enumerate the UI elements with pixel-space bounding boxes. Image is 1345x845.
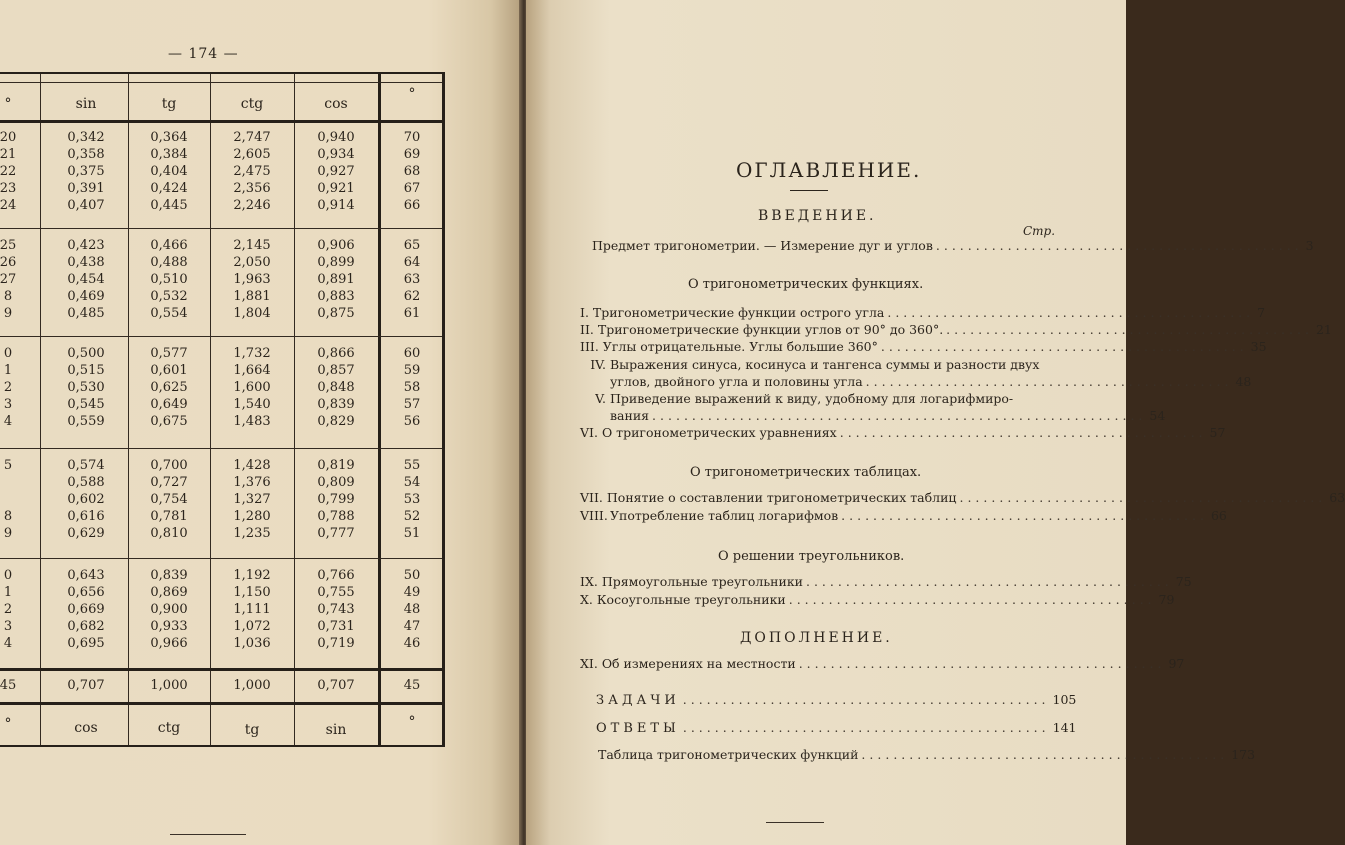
footer-ctg: ctg bbox=[157, 720, 181, 736]
header-cos: cos bbox=[324, 96, 348, 112]
cell-cos: 0,875 bbox=[317, 306, 355, 321]
toc-entry bbox=[610, 374, 1252, 389]
cell-degree-complement: 67 bbox=[403, 181, 421, 196]
cell-degree: 2 bbox=[3, 602, 13, 617]
toc-entry-text: Тригонометрические функции углов от 90° до 360°. bbox=[597, 322, 944, 337]
cell-degree-complement: 64 bbox=[403, 255, 421, 270]
cell-sin: 0,707 bbox=[67, 678, 105, 693]
cell-sin: 0,629 bbox=[67, 526, 105, 541]
toc-entry bbox=[596, 720, 1077, 736]
cell-degree: 9 bbox=[3, 526, 13, 541]
toc-entry-text: Прямоугольные треугольники bbox=[601, 574, 803, 589]
cell-cos: 0,731 bbox=[317, 619, 355, 634]
toc-entry bbox=[580, 490, 1345, 505]
toc-title: ОГЛАВЛЕНИЕ. bbox=[736, 158, 922, 182]
cell-degree-complement: 66 bbox=[403, 198, 421, 213]
section-tables: О тригонометрических таблицах. bbox=[690, 465, 922, 480]
cell-degree-complement: 49 bbox=[403, 585, 421, 600]
cell-degree: 25 bbox=[0, 238, 17, 253]
cell-degree-complement: 48 bbox=[403, 602, 421, 617]
cell-tg: 0,532 bbox=[150, 289, 188, 304]
cell-degree-complement: 63 bbox=[403, 272, 421, 287]
cell-tg: 0,700 bbox=[150, 458, 188, 473]
cell-sin: 0,358 bbox=[67, 147, 105, 162]
cell-degree-complement: 60 bbox=[403, 346, 421, 361]
toc-entry-page: 57 bbox=[1209, 425, 1226, 440]
leader-dots: .............................................. bbox=[959, 490, 1327, 505]
left-page bbox=[0, 0, 522, 845]
cell-tg: 0,781 bbox=[150, 509, 188, 524]
row-divider bbox=[0, 336, 442, 337]
cell-cos: 0,899 bbox=[317, 255, 355, 270]
section-functions: О тригонометрических функциях. bbox=[688, 277, 924, 292]
toc-entry-page: 79 bbox=[1158, 592, 1175, 607]
cell-tg: 0,424 bbox=[150, 181, 188, 196]
toc-entry-page: 66 bbox=[1210, 508, 1227, 523]
cell-cos: 0,940 bbox=[317, 130, 355, 145]
cell-sin: 0,545 bbox=[67, 397, 105, 412]
toc-entry-text: Тригонометрические функции острого угла bbox=[592, 305, 885, 320]
cell-cos: 0,934 bbox=[317, 147, 355, 162]
cell-ctg: 2,050 bbox=[233, 255, 271, 270]
toc-entry-page: 35 bbox=[1250, 339, 1267, 354]
toc-entry-page: 3 bbox=[1305, 238, 1314, 253]
cell-degree: 2 bbox=[3, 380, 13, 395]
cell-degree-complement: 51 bbox=[403, 526, 421, 541]
cell-degree: 27 bbox=[0, 272, 17, 287]
cell-sin: 0,423 bbox=[67, 238, 105, 253]
column-divider bbox=[40, 74, 41, 745]
cell-cos: 0,707 bbox=[317, 678, 355, 693]
cell-cos: 0,848 bbox=[317, 380, 355, 395]
cell-tg: 0,601 bbox=[150, 363, 188, 378]
toc-entry-text: Таблица тригонометрических функций bbox=[598, 747, 859, 762]
leader-dots: .............................................. bbox=[935, 238, 1303, 253]
toc-entry bbox=[580, 656, 1185, 671]
toc-entry bbox=[610, 408, 1166, 423]
cell-ctg: 1,428 bbox=[233, 458, 271, 473]
column-divider-thick bbox=[378, 74, 381, 745]
toc-entry-text: Понятие о составлении тригонометрических таблиц bbox=[606, 490, 957, 505]
cell-ctg: 1,280 bbox=[233, 509, 271, 524]
toc-entry bbox=[580, 508, 1227, 523]
toc-entry bbox=[580, 339, 1267, 354]
cell-tg: 0,445 bbox=[150, 198, 188, 213]
toc-entry bbox=[580, 574, 1192, 589]
toc-entry-number: VI. bbox=[580, 425, 598, 440]
header-degree: ° bbox=[4, 96, 12, 112]
cell-degree: 9 bbox=[3, 306, 13, 321]
cell-sin: 0,485 bbox=[67, 306, 105, 321]
leader-dots: .............................................. bbox=[946, 322, 1313, 337]
toc-entry-page: 21 bbox=[1315, 322, 1332, 337]
cell-cos: 0,857 bbox=[317, 363, 355, 378]
toc-entry bbox=[580, 305, 1266, 320]
toc-entry bbox=[580, 391, 1054, 406]
cell-tg: 1,000 bbox=[150, 678, 188, 693]
cell-sin: 0,530 bbox=[67, 380, 105, 395]
section-intro: ВВЕДЕНИЕ. bbox=[758, 208, 877, 224]
cell-degree: 22 bbox=[0, 164, 17, 179]
cell-tg: 0,488 bbox=[150, 255, 188, 270]
toc-entry-number: VII. bbox=[580, 490, 603, 505]
cell-tg: 0,966 bbox=[150, 636, 188, 651]
cell-cos: 0,891 bbox=[317, 272, 355, 287]
cell-sin: 0,656 bbox=[67, 585, 105, 600]
toc-entry-number: IX. bbox=[580, 574, 598, 589]
cell-sin: 0,391 bbox=[67, 181, 105, 196]
toc-entry-text: Предмет тригонометрии. — Измерение дуг и углов bbox=[592, 238, 933, 253]
row-divider-thick bbox=[0, 120, 442, 123]
cell-degree-complement: 59 bbox=[403, 363, 421, 378]
toc-entry-number: IV. bbox=[590, 357, 606, 372]
leader-dots: .............................................. bbox=[798, 656, 1166, 671]
cell-ctg: 1,235 bbox=[233, 526, 271, 541]
leader-dots: .............................................. bbox=[865, 374, 1233, 389]
toc-entry-text: ЗАДАЧИ bbox=[596, 693, 680, 708]
cell-cos: 0,883 bbox=[317, 289, 355, 304]
cell-cos: 0,829 bbox=[317, 414, 355, 429]
column-divider bbox=[210, 74, 211, 745]
bottom-rule bbox=[766, 822, 824, 823]
toc-entry bbox=[596, 692, 1077, 708]
toc-entry-text: О тригонометрических уравнениях bbox=[601, 425, 837, 440]
cell-ctg: 1,732 bbox=[233, 346, 271, 361]
cell-degree: 24 bbox=[0, 198, 17, 213]
cell-degree: 45 bbox=[0, 678, 17, 693]
cell-cos: 0,788 bbox=[317, 509, 355, 524]
cell-degree: 26 bbox=[0, 255, 17, 270]
toc-entry-text: ОТВЕТЫ bbox=[596, 721, 680, 736]
toc-entry-text: Углы отрицательные. Углы большие 360° bbox=[602, 339, 878, 354]
cell-ctg: 1,000 bbox=[233, 678, 271, 693]
cell-sin: 0,375 bbox=[67, 164, 105, 179]
row-divider-thick bbox=[0, 668, 442, 671]
column-divider bbox=[128, 74, 129, 745]
cell-sin: 0,454 bbox=[67, 272, 105, 287]
toc-entry-number: III. bbox=[580, 339, 599, 354]
cell-degree-complement: 61 bbox=[403, 306, 421, 321]
cell-degree-complement: 55 bbox=[403, 458, 421, 473]
toc-entry bbox=[598, 747, 1256, 762]
cell-tg: 0,754 bbox=[150, 492, 188, 507]
leader-dots: .............................................................. bbox=[652, 408, 1147, 423]
toc-entry-number: VIII. bbox=[580, 508, 608, 523]
toc-entry-page: 63 bbox=[1329, 490, 1345, 505]
toc-entry bbox=[580, 322, 1332, 337]
cell-degree-complement: 45 bbox=[403, 678, 421, 693]
cell-tg: 0,404 bbox=[150, 164, 188, 179]
cell-degree-complement: 46 bbox=[403, 636, 421, 651]
cell-degree-complement: 54 bbox=[403, 475, 421, 490]
cell-sin: 0,669 bbox=[67, 602, 105, 617]
cell-ctg: 1,072 bbox=[233, 619, 271, 634]
header-ctg: ctg bbox=[240, 96, 264, 112]
cell-sin: 0,616 bbox=[67, 509, 105, 524]
toc-entry-number: V. bbox=[595, 391, 606, 406]
cell-degree-complement: 50 bbox=[403, 568, 421, 583]
cell-ctg: 2,605 bbox=[233, 147, 271, 162]
cell-degree: 3 bbox=[3, 397, 13, 412]
cell-cos: 0,906 bbox=[317, 238, 355, 253]
cell-cos: 0,809 bbox=[317, 475, 355, 490]
row-divider-thick bbox=[0, 702, 442, 705]
cell-tg: 0,675 bbox=[150, 414, 188, 429]
toc-entry bbox=[592, 238, 1314, 253]
cell-degree: 8 bbox=[3, 509, 13, 524]
cell-degree-complement: 52 bbox=[403, 509, 421, 524]
toc-entry-text: Приведение выражений к виду, удобному для логарифмиро- bbox=[610, 391, 1014, 406]
cell-sin: 0,559 bbox=[67, 414, 105, 429]
cell-sin: 0,682 bbox=[67, 619, 105, 634]
toc-entry-number: X. bbox=[580, 592, 593, 607]
cell-tg: 0,933 bbox=[150, 619, 188, 634]
cell-tg: 0,466 bbox=[150, 238, 188, 253]
cell-ctg: 1,111 bbox=[233, 602, 271, 617]
cell-sin: 0,342 bbox=[67, 130, 105, 145]
cell-degree-complement: 47 bbox=[403, 619, 421, 634]
cell-tg: 0,649 bbox=[150, 397, 188, 412]
cell-ctg: 1,804 bbox=[233, 306, 271, 321]
leader-dots: .............................................. bbox=[887, 305, 1255, 320]
cell-tg: 0,364 bbox=[150, 130, 188, 145]
cell-degree: 5 bbox=[3, 458, 13, 473]
cell-degree: 8 bbox=[3, 289, 13, 304]
cell-degree-complement: 69 bbox=[403, 147, 421, 162]
toc-entry-page: 105 bbox=[1052, 692, 1077, 707]
cell-sin: 0,574 bbox=[67, 458, 105, 473]
cell-tg: 0,727 bbox=[150, 475, 188, 490]
cell-degree-complement: 62 bbox=[403, 289, 421, 304]
toc-entry bbox=[580, 425, 1226, 440]
section-appendix: ДОПОЛНЕНИЕ. bbox=[740, 630, 893, 646]
cell-tg: 0,554 bbox=[150, 306, 188, 321]
cell-ctg: 1,192 bbox=[233, 568, 271, 583]
right-page bbox=[526, 0, 1345, 845]
cell-ctg: 1,150 bbox=[233, 585, 271, 600]
cell-cos: 0,921 bbox=[317, 181, 355, 196]
cell-degree-complement: 53 bbox=[403, 492, 421, 507]
toc-entry-page: 75 bbox=[1175, 574, 1192, 589]
toc-entry-page: 97 bbox=[1168, 656, 1185, 671]
cell-tg: 0,384 bbox=[150, 147, 188, 162]
cell-ctg: 1,664 bbox=[233, 363, 271, 378]
row-divider bbox=[0, 558, 442, 559]
header-sin: sin bbox=[75, 96, 97, 112]
toc-entry-page: 173 bbox=[1231, 747, 1256, 762]
cell-ctg: 2,475 bbox=[233, 164, 271, 179]
cell-degree: 21 bbox=[0, 147, 17, 162]
toc-entry-text: Косоугольные треугольники bbox=[596, 592, 786, 607]
toc-entry bbox=[580, 357, 1054, 372]
cell-sin: 0,469 bbox=[67, 289, 105, 304]
cell-tg: 0,869 bbox=[150, 585, 188, 600]
toc-entry-number: I. bbox=[580, 305, 589, 320]
header-tg: tg bbox=[161, 96, 177, 112]
cell-degree-complement: 57 bbox=[403, 397, 421, 412]
leader-dots: .............................................. bbox=[788, 592, 1156, 607]
cell-degree-complement: 58 bbox=[403, 380, 421, 395]
leader-dots: .............................................. bbox=[805, 574, 1173, 589]
cell-degree-complement: 65 bbox=[403, 238, 421, 253]
cell-ctg: 1,540 bbox=[233, 397, 271, 412]
leader-dots: .............................................. bbox=[841, 508, 1208, 523]
cell-degree-complement: 56 bbox=[403, 414, 421, 429]
cell-tg: 0,510 bbox=[150, 272, 188, 287]
toc-entry-text: Выражения синуса, косинуса и тангенса суммы и разности двух bbox=[610, 357, 1040, 372]
cell-cos: 0,914 bbox=[317, 198, 355, 213]
header-degree: ° bbox=[408, 86, 416, 102]
cell-ctg: 2,747 bbox=[233, 130, 271, 145]
cell-cos: 0,766 bbox=[317, 568, 355, 583]
leader-dots: .............................................. bbox=[839, 425, 1207, 440]
title-rule bbox=[790, 190, 828, 191]
cell-ctg: 1,036 bbox=[233, 636, 271, 651]
cell-degree: 0 bbox=[3, 346, 13, 361]
cell-cos: 0,839 bbox=[317, 397, 355, 412]
cell-sin: 0,407 bbox=[67, 198, 105, 213]
cell-ctg: 1,600 bbox=[233, 380, 271, 395]
cell-tg: 0,839 bbox=[150, 568, 188, 583]
toc-entry-number: XI. bbox=[580, 656, 598, 671]
footer-sin: sin bbox=[325, 722, 347, 738]
cell-tg: 0,900 bbox=[150, 602, 188, 617]
row-divider bbox=[0, 228, 442, 229]
toc-entry-page: 141 bbox=[1052, 720, 1077, 735]
cell-degree-complement: 68 bbox=[403, 164, 421, 179]
cell-ctg: 1,376 bbox=[233, 475, 271, 490]
cell-cos: 0,743 bbox=[317, 602, 355, 617]
cell-tg: 0,810 bbox=[150, 526, 188, 541]
cell-cos: 0,777 bbox=[317, 526, 355, 541]
page-number: — 174 — bbox=[168, 46, 239, 62]
cell-degree: 4 bbox=[3, 636, 13, 651]
cell-cos: 0,819 bbox=[317, 458, 355, 473]
column-divider bbox=[294, 74, 295, 745]
cell-sin: 0,500 bbox=[67, 346, 105, 361]
toc-entry-text: углов, двойного угла и половины угла bbox=[610, 374, 863, 389]
toc-entry-text: Употребление таблиц логарифмов bbox=[610, 508, 839, 523]
cell-sin: 0,438 bbox=[67, 255, 105, 270]
toc-entry-text: Об измерениях на местности bbox=[601, 656, 796, 671]
cell-ctg: 1,881 bbox=[233, 289, 271, 304]
cell-sin: 0,695 bbox=[67, 636, 105, 651]
cell-cos: 0,755 bbox=[317, 585, 355, 600]
cell-degree: 0 bbox=[3, 568, 13, 583]
cell-cos: 0,799 bbox=[317, 492, 355, 507]
cell-ctg: 1,963 bbox=[233, 272, 271, 287]
footer-degree: ° bbox=[408, 714, 416, 730]
cell-degree: 4 bbox=[3, 414, 13, 429]
leader-dots: .............................................. bbox=[861, 747, 1229, 762]
toc-entry-page: 7 bbox=[1257, 305, 1266, 320]
section-triangles: О решении треугольников. bbox=[718, 549, 905, 564]
cell-ctg: 2,356 bbox=[233, 181, 271, 196]
leader-dots: .............................................. bbox=[682, 692, 1050, 707]
toc-entry-number: II. bbox=[580, 322, 594, 337]
cell-cos: 0,866 bbox=[317, 346, 355, 361]
bottom-rule bbox=[170, 834, 246, 835]
toc-entry bbox=[580, 592, 1175, 607]
toc-entry-page: 48 bbox=[1235, 374, 1252, 389]
cell-cos: 0,927 bbox=[317, 164, 355, 179]
cell-sin: 0,588 bbox=[67, 475, 105, 490]
toc-entry-page: 54 bbox=[1149, 408, 1166, 423]
cell-ctg: 2,246 bbox=[233, 198, 271, 213]
toc-entry-text: вания bbox=[610, 408, 650, 423]
cell-sin: 0,515 bbox=[67, 363, 105, 378]
cell-tg: 0,625 bbox=[150, 380, 188, 395]
cell-degree: 3 bbox=[3, 619, 13, 634]
cell-degree: 20 bbox=[0, 130, 17, 145]
cell-ctg: 1,327 bbox=[233, 492, 271, 507]
cell-degree: 23 bbox=[0, 181, 17, 196]
trig-table bbox=[0, 72, 445, 747]
cell-ctg: 2,145 bbox=[233, 238, 271, 253]
cell-degree: 1 bbox=[3, 585, 13, 600]
footer-tg: tg bbox=[244, 722, 260, 738]
cell-sin: 0,602 bbox=[67, 492, 105, 507]
row-divider bbox=[0, 448, 442, 449]
footer-cos: cos bbox=[74, 720, 98, 736]
cell-degree-complement: 70 bbox=[403, 130, 421, 145]
row-divider bbox=[0, 82, 442, 83]
leader-dots: .............................................. bbox=[880, 339, 1248, 354]
footer-degree: ° bbox=[4, 716, 12, 732]
page-column-label: Стр. bbox=[1023, 224, 1056, 238]
cell-sin: 0,643 bbox=[67, 568, 105, 583]
cell-cos: 0,719 bbox=[317, 636, 355, 651]
leader-dots: .............................................. bbox=[682, 720, 1050, 735]
cell-ctg: 1,483 bbox=[233, 414, 271, 429]
cell-degree: 1 bbox=[3, 363, 13, 378]
cell-tg: 0,577 bbox=[150, 346, 188, 361]
